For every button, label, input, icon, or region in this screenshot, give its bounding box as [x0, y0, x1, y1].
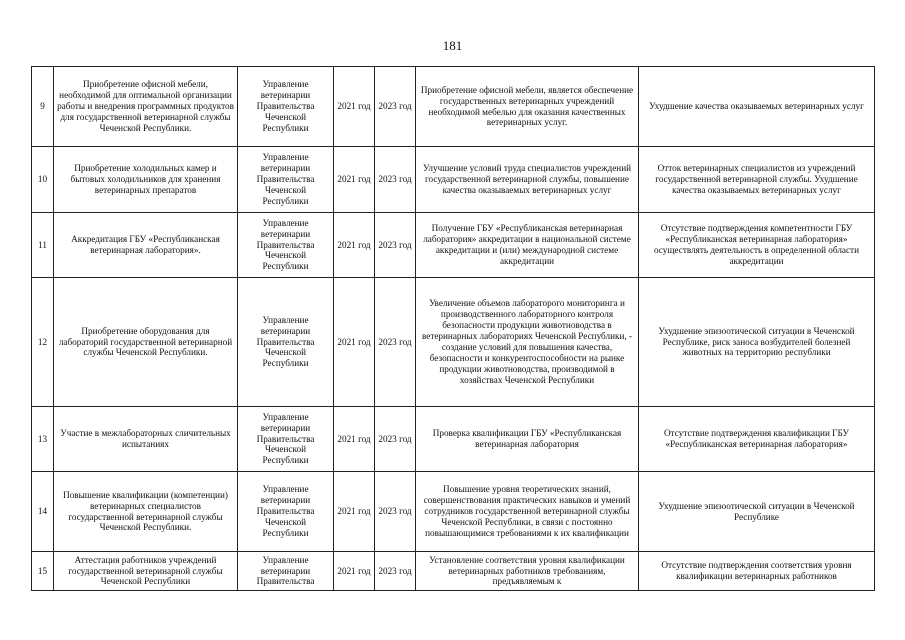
start-year-cell: 2021 год	[334, 552, 375, 591]
measure-cell: Приобретение оборудования для лабораторий государственной ветеринарной службы Чеченской Республики.	[54, 278, 238, 407]
row-number: 14	[32, 472, 54, 552]
result-cell: Проверка квалификации ГБУ «Республиканская ветеринарная лаборатория	[416, 407, 639, 472]
table-row	[32, 147, 875, 213]
consequence-cell: Ухудшение эпизоотической ситуации в Чеченской Республике	[639, 472, 875, 552]
result-cell: Получение ГБУ «Республиканская ветеринарная лаборатория» аккредитации в национальной системе аккредитации и (или) международной системе аккредитации	[416, 213, 639, 278]
measure-cell: Приобретение офисной мебели, необходимой для оптимальной организации работы и внедрения программных продуктов для государственной ветеринарной службы Чеченской Республики.	[54, 67, 238, 147]
consequence-cell: Отсутствие подтверждения компетентности ГБУ «Республиканская ветеринарная лаборатория» осуществлять деятельность в определенной области аккредитации	[639, 213, 875, 278]
executor-cell: Управление ветеринарии Правительства Чеченской Республики	[238, 213, 334, 278]
measure-cell: Участие в межлабораторных сличительных испытаниях	[54, 407, 238, 472]
measure-cell: Аккредитация ГБУ «Республиканская ветеринарная лаборатория».	[54, 213, 238, 278]
executor-cell: Управление ветеринарии Правительства Чеченской Республики	[238, 67, 334, 147]
result-cell: Повышение уровня теоретических знаний, совершенствования практических навыков и умений сотрудников государственной ветеринарной службы Чеченской Республики, в связи с постоянно повышающимися требованиями к их квалификации	[416, 472, 639, 552]
consequence-cell: Ухудшение качества оказываемых ветеринарных услуг	[639, 67, 875, 147]
table-row	[32, 472, 875, 552]
measure-cell: Приобретение холодильных камер и бытовых холодильников для хранения ветеринарных препаратов	[54, 147, 238, 213]
measure-cell: Повышение квалификации (компетенции) ветеринарных специалистов государственной ветеринарной службы Чеченской Республики.	[54, 472, 238, 552]
end-year-cell: 2023 год	[375, 552, 416, 591]
end-year-cell: 2023 год	[375, 278, 416, 407]
consequence-text: Отсутствие подтверждения соответствия уровня квалификации ветеринарных работников	[661, 560, 852, 581]
executor-text: Управление ветеринарии Правительства	[256, 554, 315, 587]
table-row	[32, 278, 875, 407]
consequence-cell: Отток ветеринарных специалистов из учреждений государственной ветеринарной службы. Ухудшение качества оказываемых ветеринарных услуг	[639, 147, 875, 213]
result-cell: Улучшение условий труда специалистов учреждений государственной ветеринарной службы, повышение качества оказываемых ветеринарных услуг	[416, 147, 639, 213]
result-cell	[416, 552, 639, 591]
measures-table	[31, 66, 875, 591]
executor-cell: Управление ветеринарии Правительства Чеченской Республики	[238, 407, 334, 472]
result-cell: Приобретение офисной мебели, является обеспечение государственных ветеринарных учреждений необходимой мебелью для оказания качественных ветеринарных услуг.	[416, 67, 639, 147]
start-year-cell: 2021 год	[334, 213, 375, 278]
executor-cell: Управление ветеринарии Правительства Чеченской Республики	[238, 472, 334, 552]
consequence-cell: Отсутствие подтверждения квалификации ГБУ «Республиканская ветеринарная лаборатория»	[639, 407, 875, 472]
start-year-cell: 2021 год	[334, 147, 375, 213]
consequence-cell	[639, 552, 875, 591]
start-year-cell: 2021 год	[334, 407, 375, 472]
result-cell: Увеличение объемов лабораторого мониторинга и производственного лабораторного контроля безопасности продукции животноводства в ветеринарных лабораториях Чеченской Республики, - создание условий для повышения качества, безопасности и конкурентоспособности на рынке продукции животноводства, производимой в хозяйствах Чеченской Республики	[416, 278, 639, 407]
end-year-cell: 2023 год	[375, 213, 416, 278]
row-number: 10	[32, 147, 54, 213]
start-year-cell: 2021 год	[334, 278, 375, 407]
consequence-cell: Ухудшение эпизоотической ситуации в Чеченской Республике, риск заноса возбудителей болезней животных на территорию республики	[639, 278, 875, 407]
page-number: 181	[442, 38, 463, 53]
executor-cell	[238, 552, 334, 591]
start-year-cell: 2021 год	[334, 67, 375, 147]
start-year-cell: 2021 год	[334, 472, 375, 552]
row-number: 13	[32, 407, 54, 472]
table-row	[32, 213, 875, 278]
result-text: Установление соответствия уровня квалификации ветеринарных работников требованиям, предъявляемым к	[429, 554, 625, 587]
table-row	[32, 407, 875, 472]
measure-cell	[54, 552, 238, 591]
executor-cell: Управление ветеринарии Правительства Чеченской Республики	[238, 278, 334, 407]
row-number: 12	[32, 278, 54, 407]
row-number: 9	[32, 67, 54, 147]
end-year-cell: 2023 год	[375, 67, 416, 147]
row-number: 15	[32, 552, 54, 591]
end-year-cell: 2023 год	[375, 407, 416, 472]
executor-cell: Управление ветеринарии Правительства Чеченской Республики	[238, 147, 334, 213]
row-number: 11	[32, 213, 54, 278]
table-row	[32, 67, 875, 147]
end-year-cell: 2023 год	[375, 472, 416, 552]
table-row	[32, 552, 875, 591]
end-year-cell: 2023 год	[375, 147, 416, 213]
measure-text: Аттестация работников учреждений государственной ветеринарной службы Чеченской Республики	[68, 554, 223, 587]
